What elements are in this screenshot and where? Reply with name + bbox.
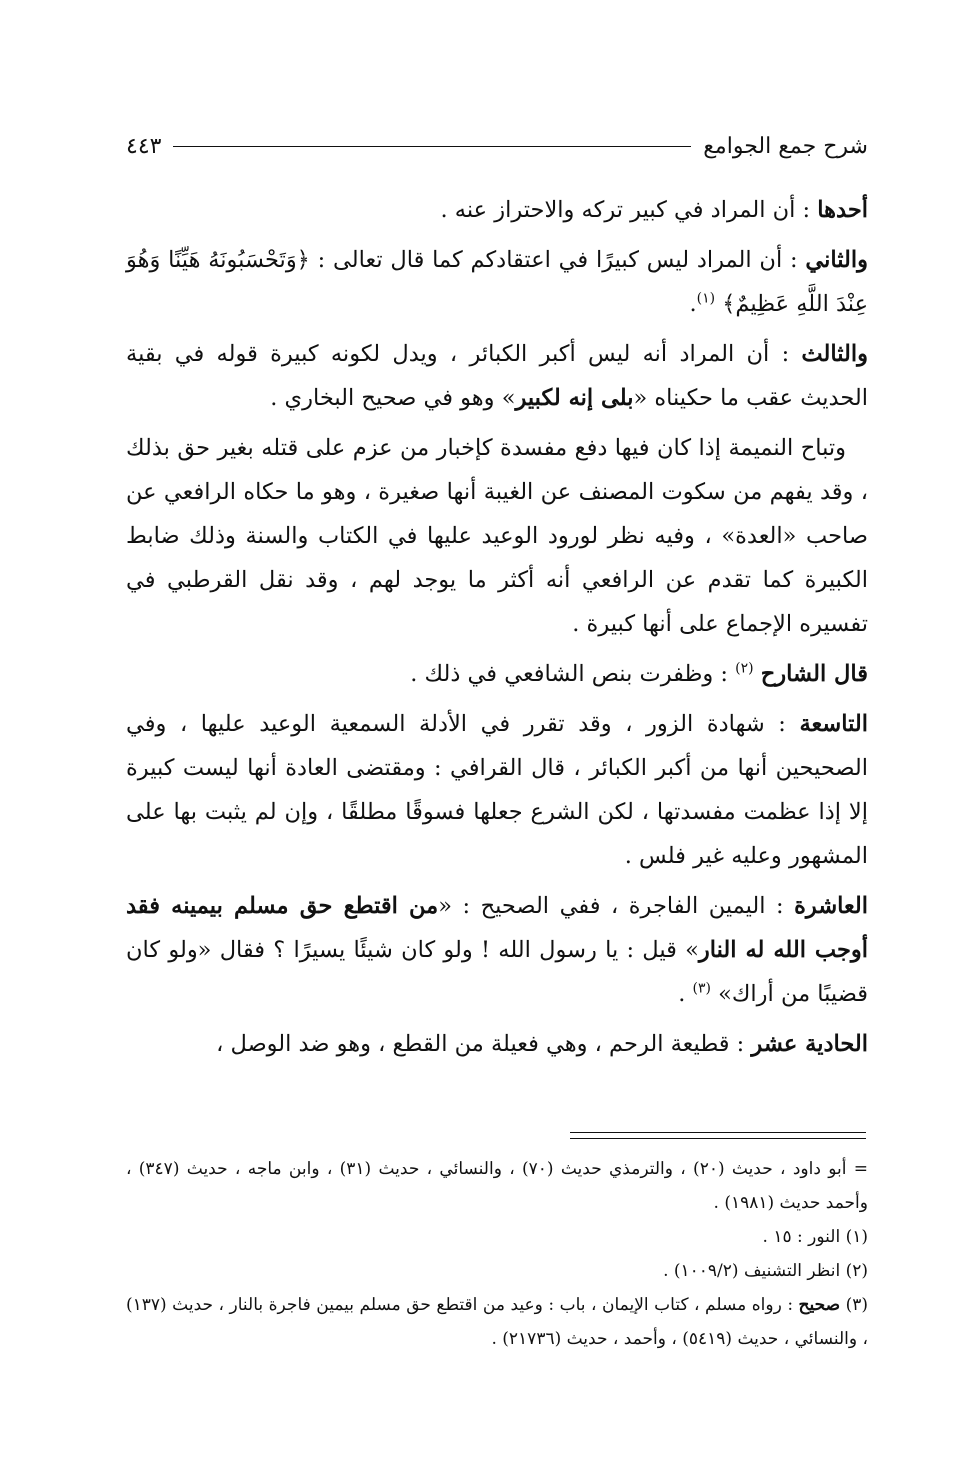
hadith-quote: بلى إنه لكبير [515,385,634,411]
footnotes [126,1152,868,1356]
paragraph-label: التاسعة [799,711,868,737]
paragraph-second [126,238,868,326]
paragraph-label: والثالث [801,341,868,367]
paragraph-label: الحادية عشر [751,1031,868,1057]
footnote-continuation: = أبو داود ، حديث (٢٠) ، والترمذي حديث (٧٠) ، والنسائي ، حديث (٣١) ، وابن ماجه ، حديث (٣٤٧) ، وأحمد حديث (١٩٨١) . [126,1159,868,1213]
paragraph-text: : أن المراد في كبير تركه والاحتراز عنه . [440,197,818,223]
paragraph-text: : قطيعة الرحم ، وهي فعيلة من القطع ، وهو ضد الوصل ، [216,1031,752,1057]
paragraph-label: أحدها [817,197,868,223]
footnote-2: (٢) انظر التشنيف (١٠٠٩/٢) . [663,1261,868,1281]
grading-label: صحيح [798,1295,841,1315]
paragraph-tail: . [678,981,693,1007]
hadith-quote: من اقتطع حق مسلم بيمينه فقد أوجب الله له النار [126,893,868,963]
paragraph-text: : أن المراد أنه ليس أكبر الكبائر ، ويدل لكونه كبيرة قوله في بقية الحديث عقب ما حكيناه « [126,341,868,411]
paragraph-namimah [126,426,868,646]
paragraph-label: قال الشارح [760,661,868,687]
footnote-ref[interactable]: (٢) [735,660,754,677]
paragraph-text: : اليمين الفاجرة ، ففي الصحيح : « [438,893,795,919]
paragraph-label: العاشرة [794,893,868,919]
paragraph-text: : وظفرت بنص الشافعي في ذلك . [410,661,736,687]
paragraph-ninth [126,702,868,878]
footnote-text: : رواه مسلم ، كتاب الإيمان ، باب : وعيد من اقتطع حق مسلم بيمين فاجرة بالنار ، حديث (١٣٧) ، والنسائي ، حديث (٥٤١٩) ، وأحمد ، حديث (٢١٧٣٦) . [126,1295,868,1349]
paragraph-text: » قيل : يا رسول الله ! ولو كان شيئًا يسيرًا ؟ فقال «ولو كان قضيبًا من أراك» [126,937,868,1007]
paragraph-label: والثاني [805,247,868,273]
paragraph-text: وتباح النميمة إذا كان فيها دفع مفسدة كإخبار من عزم على قتله بغير حق بذلك ، وقد يفهم من سكوت المصنف عن الغيبة أنها صغيرة ، وهو ما حكاه الرافعي عن صاحب «العدة» ، وفيه نظر لورود الوعيد عليها في الكتاب والسنة وذلك ضابط الكبيرة كما تقدم عن الرافعي أنه أكثر ما يوجد لهم ، وقد نقل القرطبي في تفسيره الإجماع على أنها كبيرة . [126,435,868,637]
footnote-ref[interactable]: (١) [696,290,716,307]
main-text [126,188,868,1072]
header-rule [173,146,691,147]
footnote-separator [570,1132,866,1139]
paragraph-first [126,188,868,232]
footnote-1: (١) النور : ١٥ . [762,1227,868,1247]
footnote-number: (٣) [840,1295,868,1315]
paragraph-text: » وهو في صحيح البخاري . [270,385,516,411]
footnote-3 [126,1288,868,1356]
paragraph-text: : أن المراد ليس كبيرًا في اعتقادكم كما قال تعالى : ﴿وَتَحْسَبُونَهُ هَيِّنًا وَهُوَ عِنْدَ اللَّهِ عَظِيمٌ﴾ [126,247,868,317]
paragraph-commentator [126,652,868,696]
paragraph-tenth [126,884,868,1016]
running-title: شرح جمع الجوامع [703,133,868,159]
paragraph-eleventh [126,1022,868,1066]
paragraph-text: : شهادة الزور ، وقد تقرر في الأدلة السمعية الوعيد عليها ، وفي الصحيحين أنها من أكبر الكبائر ، قال القرافي : ومقتضى العادة أنها ليست كبيرة إلا إذا عظمت مفسدتها ، لكن الشرع جعلها فسوقًا مطلقًا ، وإن لم يثبت بها على المشهور وعليه غير فلس . [126,711,868,869]
page-header [126,126,868,166]
paragraph-tail: . [689,291,697,317]
footnote-ref[interactable]: (٣) [692,980,711,997]
paragraph-third [126,332,868,420]
page-number: ٤٤٣ [126,133,162,159]
